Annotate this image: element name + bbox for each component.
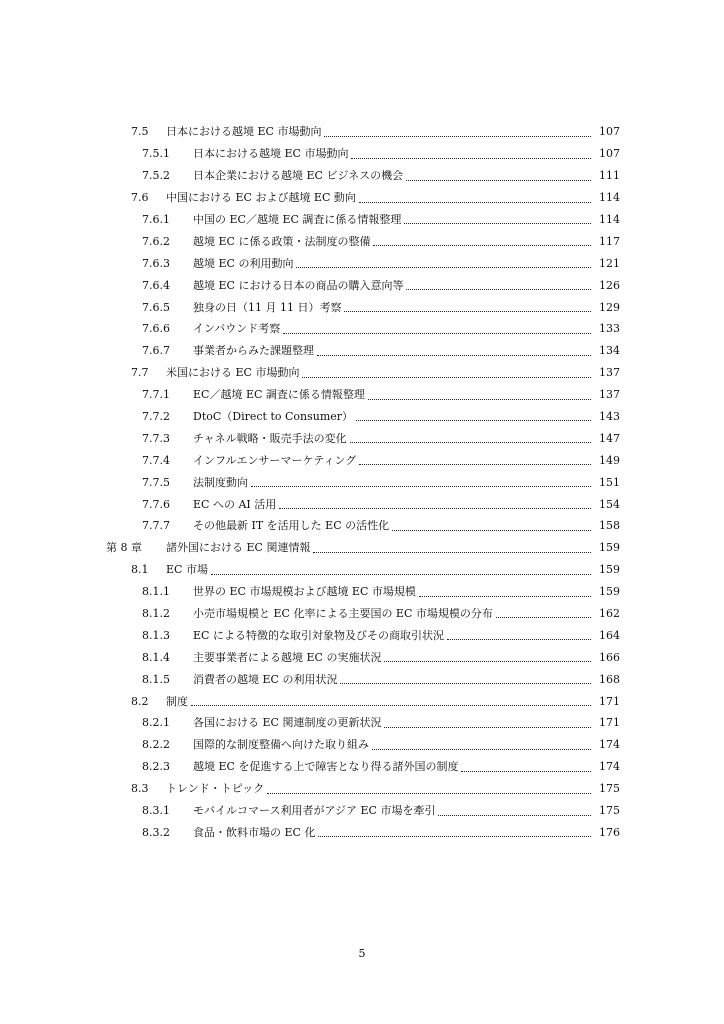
toc-entry-page: 111 <box>599 169 620 183</box>
toc-entry-number: 7.7.2 <box>142 410 170 424</box>
toc-entry-title: 各国における EC 関連制度の更新状況 <box>193 717 382 729</box>
toc-entry-number: 8.2.3 <box>142 760 170 774</box>
toc-entry-title: インフルエンサーマーケティング <box>193 454 357 466</box>
toc-dot-leader <box>344 310 591 312</box>
toc-subsection-entry[interactable] <box>0 515 724 537</box>
toc-subsection-entry[interactable] <box>0 471 724 493</box>
toc-entry-number: 8.3 <box>131 782 149 796</box>
toc-entry-page: 133 <box>599 322 620 336</box>
toc-entry-number: 7.7.4 <box>142 453 170 467</box>
toc-section-entry[interactable] <box>0 690 724 712</box>
toc-dot-leader <box>419 595 591 597</box>
page-number: 5 <box>358 947 366 960</box>
toc-entry-title: トレンド・トピック <box>166 783 265 795</box>
toc-entry-title: EC／越境 EC 調査に係る情報整理 <box>193 389 365 401</box>
toc-dot-leader <box>340 682 591 684</box>
toc-dot-leader <box>317 354 591 356</box>
toc-entry-title: 諸外国における EC 関連情報 <box>166 542 311 554</box>
toc-entry-page: 158 <box>599 519 620 533</box>
toc-section-entry[interactable] <box>0 559 724 581</box>
toc-subsection-entry[interactable] <box>0 822 724 844</box>
toc-entry-page: 168 <box>599 672 620 686</box>
toc-entry-number: 7.6 <box>131 191 149 205</box>
toc-entry-title: 消費者の越境 EC の利用状況 <box>193 673 338 685</box>
toc-dot-leader <box>359 463 591 465</box>
toc-entry-page: 114 <box>599 191 620 205</box>
toc-section-entry[interactable] <box>0 187 724 209</box>
toc-entry-number: 7.7 <box>131 366 149 380</box>
toc-dot-leader <box>324 135 591 137</box>
toc-dot-leader <box>302 376 591 378</box>
toc-entry-number: 8.2 <box>131 694 149 708</box>
toc-dot-leader <box>267 792 591 794</box>
toc-dot-leader <box>406 179 591 181</box>
toc-dot-leader <box>313 551 591 553</box>
toc-entry-page: 134 <box>599 344 620 358</box>
toc-dot-leader <box>373 244 591 246</box>
toc-subsection-entry[interactable] <box>0 427 724 449</box>
toc-dot-leader <box>438 814 591 816</box>
toc-entry-title: チャネル戦略・販売手法の変化 <box>193 432 347 444</box>
toc-entry-page: 107 <box>599 125 620 139</box>
toc-subsection-entry[interactable] <box>0 581 724 603</box>
toc-subsection-entry[interactable] <box>0 603 724 625</box>
toc-dot-leader <box>384 660 591 662</box>
toc-dot-leader <box>351 157 591 159</box>
toc-dot-leader <box>279 507 591 509</box>
toc-dot-leader <box>283 332 591 334</box>
toc-entry-number: 8.1.2 <box>142 607 170 621</box>
toc-entry-title: 独身の日（11 月 11 日）考察 <box>193 301 342 313</box>
toc-entry-title: 法制度動向 <box>193 476 248 488</box>
toc-dot-leader <box>384 726 591 728</box>
toc-entry-page: 174 <box>599 738 620 752</box>
toc-entry-number: 7.7.3 <box>142 431 170 445</box>
toc-entry-title: 越境 EC に係る政策・法制度の整備 <box>193 235 371 247</box>
toc-entry-page: 121 <box>599 256 620 270</box>
toc-entry-title: 主要事業者による越境 EC の実施状況 <box>193 651 382 663</box>
toc-entry-title: 米国における EC 市場動向 <box>166 367 300 379</box>
toc-dot-leader <box>368 398 591 400</box>
toc-entry-title: 食品・飲料市場の EC 化 <box>193 826 316 838</box>
toc-dot-leader <box>447 638 591 640</box>
toc-dot-leader <box>356 419 591 421</box>
toc-dot-leader <box>496 616 591 618</box>
toc-entry-page: 176 <box>599 825 620 839</box>
toc-subsection-entry[interactable] <box>0 800 724 822</box>
toc-entry-number: 7.7.7 <box>142 519 170 533</box>
toc-dot-leader <box>211 573 591 575</box>
toc-subsection-entry[interactable] <box>0 252 724 274</box>
toc-dot-leader <box>359 201 591 203</box>
toc-entry-number: 7.6.6 <box>142 322 170 336</box>
toc-entry-page: 159 <box>599 563 620 577</box>
toc-subsection-entry[interactable] <box>0 209 724 231</box>
toc-entry-number: 8.2.1 <box>142 716 170 730</box>
toc-subsection-entry[interactable] <box>0 624 724 646</box>
toc-entry-title: 事業者からみた課題整理 <box>193 345 314 357</box>
toc-entry-page: 151 <box>599 475 620 489</box>
toc-dot-leader <box>318 835 591 837</box>
toc-entry-title: EC 市場 <box>166 564 208 576</box>
toc-entry-page: 137 <box>599 388 620 402</box>
toc-subsection-entry[interactable] <box>0 406 724 428</box>
toc-entry-number: 8.1.5 <box>142 672 170 686</box>
toc-subsection-entry[interactable] <box>0 712 724 734</box>
toc-subsection-entry[interactable] <box>0 384 724 406</box>
toc-dot-leader <box>350 441 591 443</box>
toc-entry-title: 日本企業における越境 EC ビジネスの機会 <box>193 170 404 182</box>
toc-entry-page: 174 <box>599 760 620 774</box>
toc-entry-number: 7.5.2 <box>142 169 170 183</box>
toc-dot-leader <box>191 704 591 706</box>
toc-entry-page: 159 <box>599 541 620 555</box>
toc-entry-title: 制度 <box>166 695 188 707</box>
toc-entry-number: 7.6.1 <box>142 213 170 226</box>
toc-entry-page: 129 <box>599 300 620 314</box>
toc-subsection-entry[interactable] <box>0 668 724 690</box>
toc-entry-title: EC への AI 活用 <box>193 498 277 510</box>
toc-entry-number: 7.6.4 <box>142 278 170 292</box>
toc-entry-page: 159 <box>599 585 620 599</box>
toc-entry-page: 164 <box>599 628 620 642</box>
toc-entry-title: DtoC（Direct to Consumer） <box>193 411 354 423</box>
toc-entry-number: 7.5 <box>131 125 149 139</box>
toc-entry-number: 7.7.1 <box>142 388 170 402</box>
toc-subsection-entry[interactable] <box>0 274 724 296</box>
toc-entry-page: 166 <box>599 650 620 664</box>
toc-entry-page: 117 <box>599 234 620 248</box>
toc-entry-page: 147 <box>599 431 620 445</box>
toc-entry-title: インバウンド考察 <box>193 323 281 335</box>
toc-entry-title: 中国の EC／越境 EC 調査に係る情報整理 <box>193 214 402 225</box>
toc-entry-number: 8.3.1 <box>142 804 170 818</box>
toc-entry-title: 日本における越境 EC 市場動向 <box>193 148 349 160</box>
toc-subsection-entry[interactable] <box>0 230 724 252</box>
toc-subsection-entry[interactable] <box>0 340 724 362</box>
toc-entry-number: 8.3.2 <box>142 825 170 839</box>
toc-subsection-entry[interactable] <box>0 493 724 515</box>
toc-dot-leader <box>404 222 591 224</box>
toc-entry-title: 世界の EC 市場規模および越境 EC 市場規模 <box>193 586 416 598</box>
toc-entry-page: 175 <box>599 804 620 818</box>
toc-entry-page: 171 <box>599 716 620 730</box>
toc-entry-number: 8.1 <box>131 563 149 577</box>
toc-entry-title: 中国における EC および越境 EC 動向 <box>166 192 356 204</box>
toc-entry-title: 国際的な制度整備へ向けた取り組み <box>193 739 369 751</box>
toc-dot-leader <box>461 770 591 772</box>
toc-entry-page: 171 <box>599 694 620 708</box>
toc-subsection-entry[interactable] <box>0 734 724 756</box>
toc-entry-title: 小売市場規模と EC 化率による主要国の EC 市場規模の分布 <box>193 608 493 620</box>
toc-entry-page: 154 <box>599 497 620 511</box>
toc-section-entry[interactable] <box>0 121 724 143</box>
toc-entry-page: 149 <box>599 453 620 467</box>
toc-entry-number: 8.1.3 <box>142 628 170 642</box>
toc-entry-page: 107 <box>599 147 620 161</box>
toc-entry-title: 越境 EC における日本の商品の購入意向等 <box>193 279 404 291</box>
toc-dot-leader <box>296 266 591 268</box>
toc-entry-number: 7.6.5 <box>142 300 170 314</box>
toc-entry-number: 8.2.2 <box>142 738 170 752</box>
toc-subsection-entry[interactable] <box>0 449 724 471</box>
toc-chapter-entry[interactable] <box>0 537 724 559</box>
toc-entry-title: その他最新 IT を活用した EC の活性化 <box>193 520 390 532</box>
toc-entry-page: 162 <box>599 607 620 621</box>
toc-entry-page: 114 <box>599 213 620 226</box>
toc-dot-leader <box>251 485 591 487</box>
toc-entry-number: 7.7.6 <box>142 497 170 511</box>
toc-entry-number: 7.6.7 <box>142 344 170 358</box>
toc-entry-page: 175 <box>599 782 620 796</box>
toc-dot-leader <box>392 529 591 531</box>
toc-entry-number: 7.6.3 <box>142 256 170 270</box>
toc-entry-number: 8.1.4 <box>142 650 170 664</box>
toc-entry-title: 越境 EC を促進する上で障害となり得る諸外国の制度 <box>193 761 459 773</box>
toc-entry-page: 126 <box>599 278 620 292</box>
toc-entry-number: 7.5.1 <box>142 147 170 161</box>
toc-dot-leader <box>406 288 591 290</box>
toc-dot-leader <box>372 748 591 750</box>
toc-subsection-entry[interactable] <box>0 143 724 165</box>
toc-subsection-entry[interactable] <box>0 756 724 778</box>
toc-entry-page: 137 <box>599 366 620 380</box>
toc-entry-page: 143 <box>599 410 620 424</box>
toc-entry-title: 日本における越境 EC 市場動向 <box>166 126 322 138</box>
toc-entry-number: 第 8 章 <box>106 541 142 555</box>
toc-subsection-entry[interactable] <box>0 296 724 318</box>
toc-section-entry[interactable] <box>0 778 724 800</box>
toc-entry-number: 8.1.1 <box>142 585 170 599</box>
toc-entry-number: 7.7.5 <box>142 475 170 489</box>
toc-entry-title: モバイルコマース利用者がアジア EC 市場を牽引 <box>193 805 436 817</box>
toc-subsection-entry[interactable] <box>0 318 724 340</box>
toc-subsection-entry[interactable] <box>0 165 724 187</box>
toc-entry-title: 越境 EC の利用動向 <box>193 257 294 269</box>
toc-section-entry[interactable] <box>0 362 724 384</box>
toc-entry-number: 7.6.2 <box>142 234 170 248</box>
toc-subsection-entry[interactable] <box>0 646 724 668</box>
table-of-contents <box>0 121 724 843</box>
toc-entry-title: EC による特徴的な取引対象物及びその商取引状況 <box>193 629 444 641</box>
